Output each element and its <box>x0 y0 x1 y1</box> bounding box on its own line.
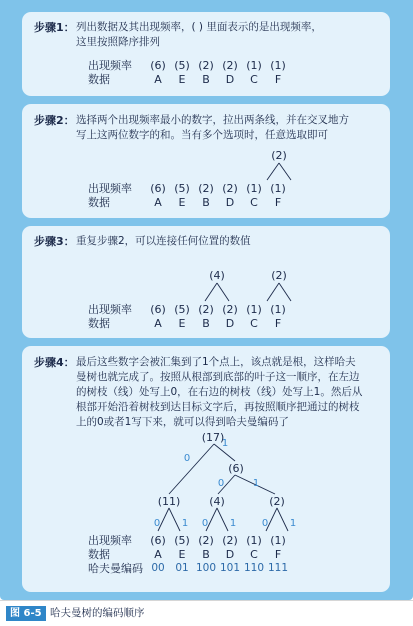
data-cell: C <box>250 317 258 330</box>
step1-text-line-1: 列出数据及其出现频率，( ) 里面表示的是出现频率， <box>76 21 322 33</box>
code-cell: 101 <box>219 562 241 574</box>
freq-cell: (5) <box>174 182 190 195</box>
tree-node: (2) <box>271 149 287 162</box>
data-cell: B <box>202 317 210 330</box>
data-row-label: 数据 <box>88 196 110 209</box>
step4-text-line-3: 的树枝（线）处写上0，在右边的树枝（线）处写上1。然后从 <box>76 386 363 398</box>
freq-cell: (1) <box>246 303 262 316</box>
code-cell: 110 <box>243 562 265 574</box>
step4-text-line-2: 曼树也就完成了。按照从根部到底部的叶子这一顺序，在左边 <box>76 371 360 383</box>
data-cell: E <box>178 196 186 209</box>
tree-node: (2) <box>271 269 287 282</box>
data-cell: C <box>250 548 258 561</box>
step2-text-line-1: 选择两个出现频率最小的数字，拉出两条线，并在交叉地方 <box>76 114 349 126</box>
freq-cell: (6) <box>150 59 166 72</box>
freq-cell: (1) <box>270 59 286 72</box>
data-cell: B <box>202 196 210 209</box>
data-cell: E <box>178 548 186 561</box>
step1-text-line-2: 这里按照降序排列 <box>76 36 160 48</box>
data-cell: E <box>178 73 186 86</box>
branch-bit: 0 <box>217 478 225 489</box>
freq-cell: (2) <box>198 303 214 316</box>
data-cell: D <box>225 196 235 209</box>
tree-node: (2) <box>269 495 285 508</box>
data-row-label: 数据 <box>88 73 110 86</box>
step4-label: 步骤4： <box>34 356 75 369</box>
freq-cell: (2) <box>222 534 238 547</box>
data-cell: F <box>274 73 282 86</box>
code-cell: 00 <box>151 562 165 574</box>
freq-cell: (1) <box>246 59 262 72</box>
freq-cell: (5) <box>174 59 190 72</box>
root-node: (17) <box>201 431 225 444</box>
freq-cell: (2) <box>222 303 238 316</box>
tree-node: (4) <box>209 269 225 282</box>
step4-text-line-1: 最后这些数字会被汇集到了1个点上，该点就是根，这样哈夫 <box>76 356 356 368</box>
freq-cell: (1) <box>270 534 286 547</box>
data-cell: B <box>202 548 210 561</box>
freq-cell: (2) <box>198 182 214 195</box>
code-cell: 111 <box>267 562 289 574</box>
step2-label: 步骤2： <box>34 114 75 127</box>
freq-cell: (6) <box>150 182 166 195</box>
figure-number: 图 6-5 <box>6 606 46 621</box>
tree-node: (6) <box>228 462 244 475</box>
data-cell: F <box>274 548 282 561</box>
data-row-label: 数据 <box>88 317 110 330</box>
code-cell: 01 <box>175 562 189 574</box>
data-cell: B <box>202 73 210 86</box>
step1-card <box>22 12 390 96</box>
data-cell: E <box>178 317 186 330</box>
step3-card <box>22 226 390 338</box>
data-cell: F <box>274 196 282 209</box>
freq-row-label: 出现频率 <box>88 534 132 547</box>
branch-bit: 0 <box>261 518 269 529</box>
branch-bit: 0 <box>183 453 191 464</box>
tree-node: (4) <box>209 495 225 508</box>
freq-row-label: 出现频率 <box>88 182 132 195</box>
branch-bit: 0 <box>201 518 209 529</box>
freq-cell: (1) <box>246 182 262 195</box>
freq-row-label: 出现频率 <box>88 303 132 316</box>
code-row-label: 哈夫曼编码 <box>88 562 143 575</box>
freq-cell: (1) <box>246 534 262 547</box>
step3-text-line-1: 重复步骤2，可以连接任何位置的数值 <box>76 235 251 247</box>
freq-cell: (5) <box>174 303 190 316</box>
step4-text-line-5: 上的0或者1写下来，就可以得到哈夫曼编码了 <box>76 416 289 428</box>
code-cell: 100 <box>195 562 217 574</box>
freq-cell: (2) <box>222 59 238 72</box>
step2-card <box>22 104 390 218</box>
step4-text-line-4: 根部开始沿着树枝到达目标文字后，再按照顺序把通过的树枝 <box>76 401 360 413</box>
branch-bit: 0 <box>153 518 161 529</box>
data-cell: A <box>154 317 162 330</box>
data-cell: D <box>225 73 235 86</box>
data-cell: C <box>250 73 258 86</box>
data-cell: D <box>225 317 235 330</box>
freq-row-label: 出现频率 <box>88 59 132 72</box>
freq-cell: (6) <box>150 303 166 316</box>
freq-cell: (5) <box>174 534 190 547</box>
data-cell: A <box>154 73 162 86</box>
branch-bit: 1 <box>221 438 229 449</box>
tree-node: (11) <box>157 495 181 508</box>
figure-caption <box>0 600 413 626</box>
freq-cell: (1) <box>270 303 286 316</box>
data-row-label: 数据 <box>88 548 110 561</box>
freq-cell: (1) <box>270 182 286 195</box>
data-cell: F <box>274 317 282 330</box>
step1-label: 步骤1： <box>34 21 75 34</box>
figure-title: 哈夫曼树的编码顺序 <box>50 607 145 619</box>
freq-cell: (2) <box>198 534 214 547</box>
step4-card <box>22 346 390 592</box>
data-cell: D <box>225 548 235 561</box>
freq-cell: (2) <box>198 59 214 72</box>
branch-bit: 1 <box>229 518 237 529</box>
freq-cell: (2) <box>222 182 238 195</box>
data-cell: C <box>250 196 258 209</box>
branch-bit: 1 <box>252 478 260 489</box>
step2-text-line-2: 写上这两位数字的和。当有多个选项时，任意选取即可 <box>76 129 328 141</box>
freq-cell: (6) <box>150 534 166 547</box>
step3-label: 步骤3： <box>34 235 75 248</box>
data-cell: A <box>154 196 162 209</box>
data-cell: A <box>154 548 162 561</box>
branch-bit: 1 <box>181 518 189 529</box>
branch-bit: 1 <box>289 518 297 529</box>
